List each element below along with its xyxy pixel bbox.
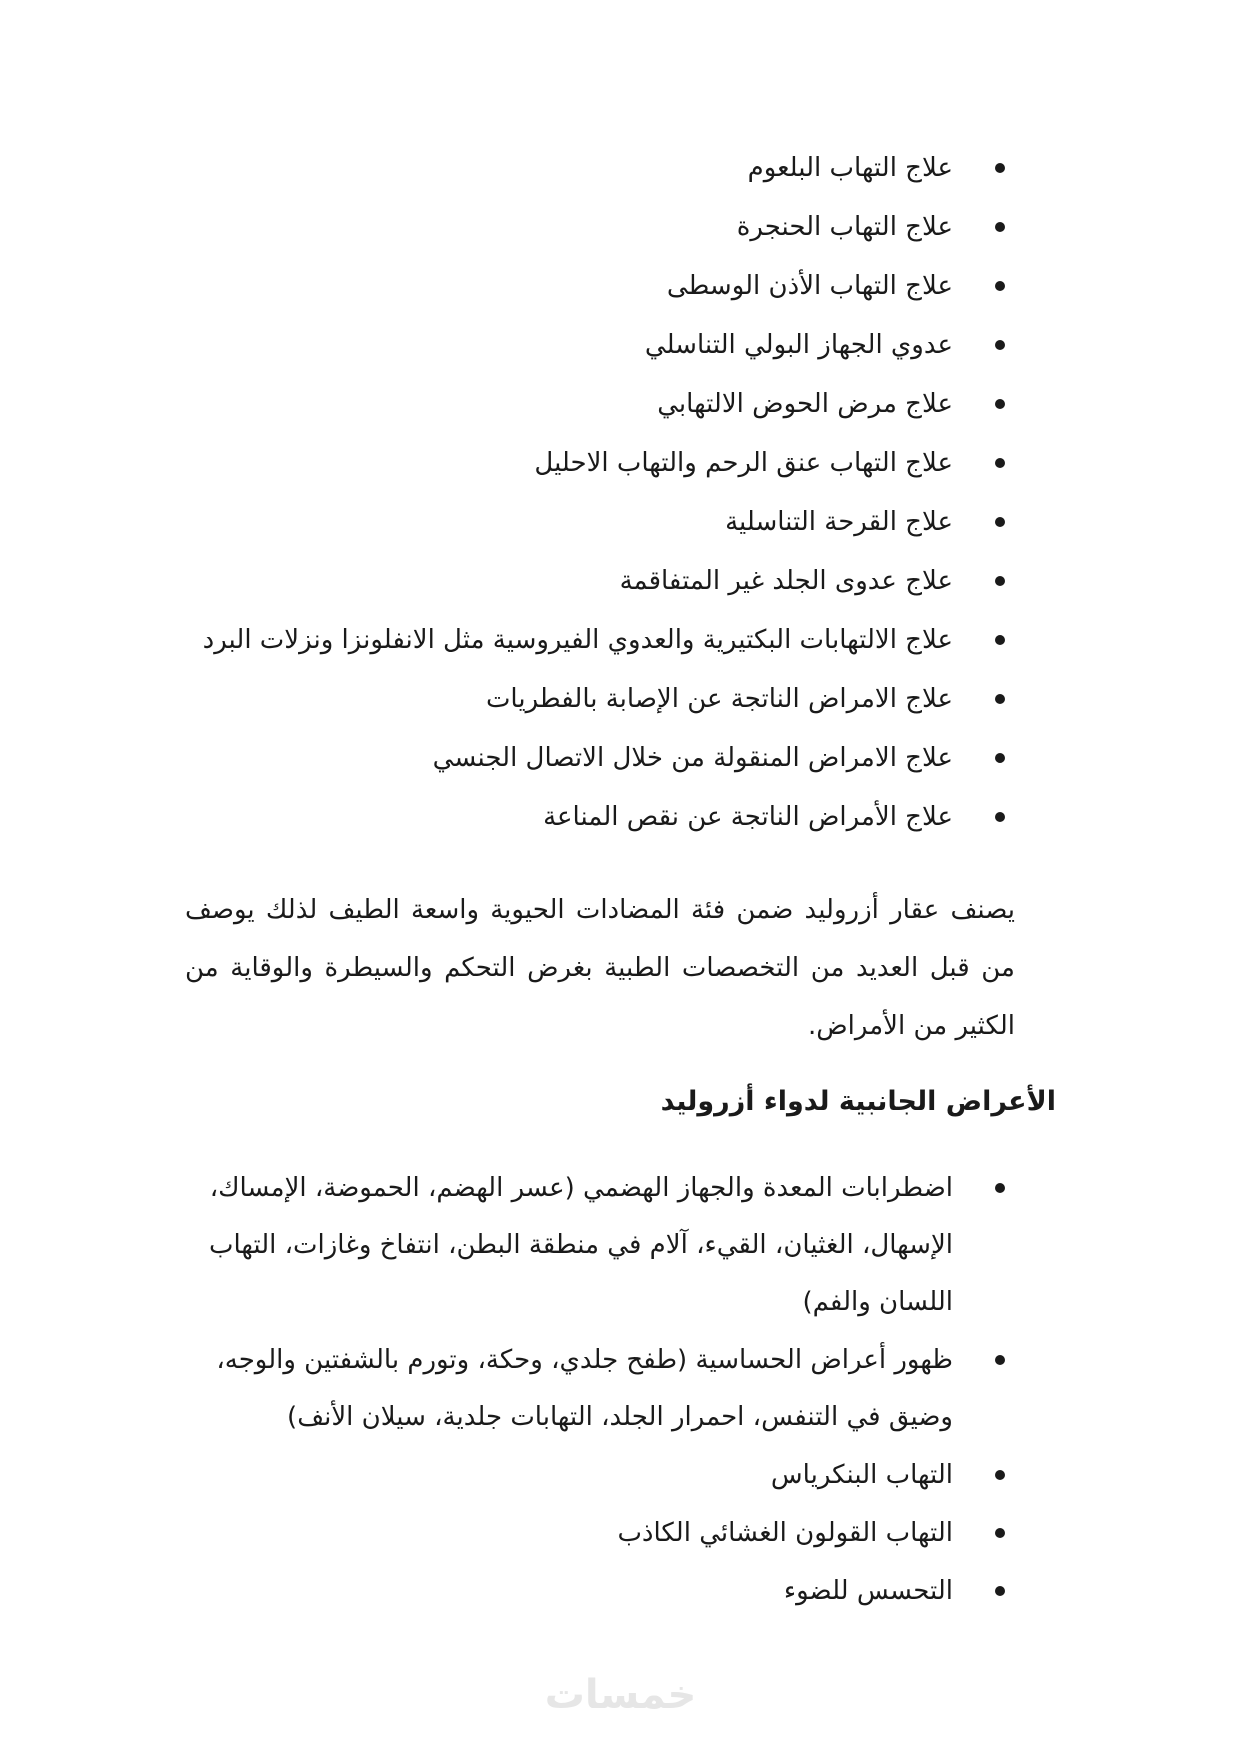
bullet-icon xyxy=(995,1528,1005,1538)
bullet-icon xyxy=(995,399,1005,409)
list-item xyxy=(185,1160,1015,1331)
bullet-icon xyxy=(995,694,1005,704)
list-item xyxy=(185,1505,1015,1562)
list-item-text: علاج التهاب عنق الرحم والتهاب الاحليل xyxy=(534,448,953,478)
list-item xyxy=(185,797,1015,856)
list-item xyxy=(185,738,1015,797)
list-item-text: علاج الامراض المنقولة من خلال الاتصال الجنسي xyxy=(432,743,953,773)
list-item xyxy=(185,620,1015,679)
list-item xyxy=(185,384,1015,443)
list-item xyxy=(185,1332,1015,1446)
list-item xyxy=(185,207,1015,266)
bullet-icon xyxy=(995,812,1005,822)
list-item-text: عدوي الجهاز البولي التناسلي xyxy=(644,330,953,360)
list-item-text: علاج الامراض الناتجة عن الإصابة بالفطريات xyxy=(485,684,953,714)
list-item-text: علاج التهاب الحنجرة xyxy=(736,212,953,242)
watermark-logo: خمسات xyxy=(544,1672,697,1718)
list-item xyxy=(185,325,1015,384)
list-item xyxy=(185,679,1015,738)
list-item-text: ظهور أعراض الحساسية (طفح جلدي، وحكة، وتورم بالشفتين والوجه، وضيق في التنفس، احمرار الجلد، التهابات جلدية، سيلان الأنف) xyxy=(216,1345,953,1432)
bullet-icon xyxy=(995,222,1005,232)
uses-section xyxy=(185,148,1015,856)
side-effects-section xyxy=(185,1160,1015,1621)
list-item xyxy=(185,266,1015,325)
list-item-text: اضطرابات المعدة والجهاز الهضمي (عسر الهضم، الحموضة، الإمساك، الإسهال، الغثيان، القيء، آلام في منطقة البطن، انتفاخ وغازات، التهاب اللسان والفم) xyxy=(209,1173,953,1317)
list-item-text: علاج الالتهابات البكتيرية والعدوي الفيروسية مثل الانفلونزا ونزلات البرد xyxy=(202,625,953,655)
list-item xyxy=(185,443,1015,502)
list-item xyxy=(185,148,1015,207)
description-paragraph: يصنف عقار أزروليد ضمن فئة المضادات الحيوية واسعة الطيف لذلك يوصف من قبل العديد من التخصصات الطبية بغرض التحكم والسيطرة والوقاية من الكثير من الأمراض. xyxy=(185,895,1015,1041)
list-item-text: علاج التهاب الأذن الوسطى xyxy=(666,271,953,301)
bullet-icon xyxy=(995,517,1005,527)
bullet-icon xyxy=(995,576,1005,586)
list-item-text: علاج عدوى الجلد غير المتفاقمة xyxy=(619,566,953,596)
list-item-text: علاج مرض الحوض الالتهابي xyxy=(657,389,953,419)
list-item-text: التهاب القولون الغشائي الكاذب xyxy=(617,1518,953,1548)
bullet-icon xyxy=(995,163,1005,173)
list-item xyxy=(185,1563,1015,1620)
bullet-icon xyxy=(995,281,1005,291)
bullet-icon xyxy=(995,458,1005,468)
bullet-icon xyxy=(995,753,1005,763)
uses-list xyxy=(185,148,1015,856)
side-effects-list xyxy=(185,1160,1015,1620)
bullet-icon xyxy=(995,340,1005,350)
bullet-icon xyxy=(995,1586,1005,1596)
list-item-text: علاج القرحة التناسلية xyxy=(725,507,953,537)
list-item-text: التحسس للضوء xyxy=(783,1576,953,1606)
list-item xyxy=(185,502,1015,561)
list-item-text: التهاب البنكرياس xyxy=(770,1460,953,1490)
list-item xyxy=(185,1447,1015,1504)
bullet-icon xyxy=(995,1470,1005,1480)
list-item-text: علاج التهاب البلعوم xyxy=(747,153,953,183)
list-item xyxy=(185,561,1015,620)
side-effects-heading: الأعراض الجانبية لدواء أزروليد xyxy=(660,1086,1056,1117)
bullet-icon xyxy=(995,1183,1005,1193)
list-item-text: علاج الأمراض الناتجة عن نقص المناعة xyxy=(543,802,953,832)
bullet-icon xyxy=(995,635,1005,645)
bullet-icon xyxy=(995,1355,1005,1365)
